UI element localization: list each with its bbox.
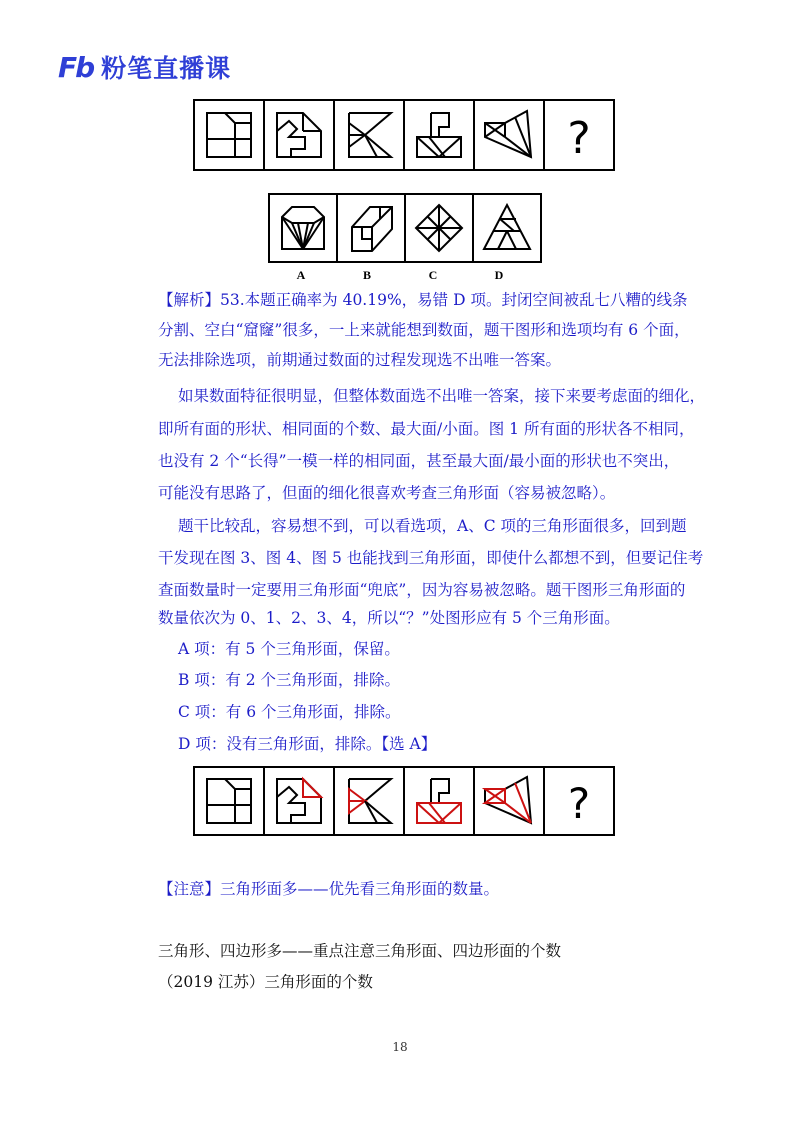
question-figure-1 — [193, 99, 265, 171]
question-figure-row — [193, 99, 615, 171]
brand-logo — [58, 50, 231, 84]
option-a-verdict: A 项：有 5 个三角形面，保留。 — [178, 640, 400, 658]
question-mark: ? — [567, 113, 591, 164]
note-line: 【注意】三角形面多——优先看三角形面的数量。 — [158, 880, 500, 898]
analysis-line: 无法排除选项，前期通过数面的过程发现选不出唯一答案。 — [158, 351, 562, 369]
highlighted-figure-row — [193, 766, 615, 836]
highlighted-figure-2 — [263, 766, 335, 836]
question-figure-5 — [473, 99, 545, 171]
section-heading: 三角形、四边形多——重点注意三角形面、四边形面的个数 — [158, 942, 562, 960]
option-figure-d[interactable] — [472, 193, 542, 263]
option-c-verdict: C 项：有 6 个三角形面，排除。 — [178, 703, 401, 721]
highlighted-figure-1 — [193, 766, 265, 836]
option-figure-c[interactable] — [404, 193, 474, 263]
analysis-line: 数量依次为 0、1、2、3、4，所以“？”处图形应有 5 个三角形面。 — [158, 609, 620, 627]
option-label-b: B — [362, 268, 371, 282]
question-source: （2019 江苏）三角形面的个数 — [158, 973, 373, 991]
analysis-line: 可能没有思路了，但面的细化很喜欢考查三角形面（容易被忽略）。 — [158, 484, 616, 502]
analysis-line: 查面数量时一定要用三角形面“兜底”，因为容易被忽略。题干图形三角形面的 — [158, 581, 686, 599]
highlighted-figure-5 — [473, 766, 545, 836]
highlighted-figure-4 — [403, 766, 475, 836]
question-figure-3 — [333, 99, 405, 171]
options-figure-row — [268, 193, 542, 263]
brand-name: 粉笔直播课 — [101, 54, 232, 83]
analysis-line: 题干比较乱，容易想不到，可以看选项，A、C 项的三角形面很多，回到题 — [178, 517, 687, 535]
analysis-line: 分割、空白“窟窿”很多，一上来就能想到数面，题干图形和选项均有 6 个面， — [158, 321, 690, 339]
option-figure-b[interactable] — [336, 193, 406, 263]
question-figure-4 — [403, 99, 475, 171]
highlighted-figure-unknown — [543, 766, 615, 836]
option-b-verdict: B 项：有 2 个三角形面，排除。 — [178, 671, 401, 689]
option-figure-a[interactable] — [268, 193, 338, 263]
brand-mark: Fb — [58, 50, 94, 84]
question-mark: ? — [567, 779, 591, 828]
analysis-line: 如果数面特征很明显，但整体数面选不出唯一答案，接下来要考虑面的细化， — [178, 387, 706, 405]
option-label-c: C — [428, 268, 438, 282]
analysis-line: 干发现在图 3、图 4、图 5 也能找到三角形面，即使什么都想不到，但要记住考 — [158, 549, 704, 567]
question-figure-2 — [263, 99, 335, 171]
analysis-line: 也没有 2 个“长得”一模一样的相同面，甚至最大面/最小面的形状也不突出， — [158, 452, 680, 470]
analysis-line: 【解析】53.本题正确率为 40.19%，易错 D 项。封闭空间被乱七八糟的线条 — [158, 291, 688, 309]
question-figure-unknown — [543, 99, 615, 171]
option-labels — [268, 268, 543, 283]
option-label-d: D — [494, 268, 504, 282]
analysis-line: 即所有面的形状、相同面的个数、最大面/小面。图 1 所有面的形状各不相同， — [158, 420, 695, 438]
highlighted-figure-3 — [333, 766, 405, 836]
option-d-verdict: D 项：没有三角形面，排除。【选 A】 — [178, 735, 437, 753]
page-number: 18 — [392, 1040, 408, 1054]
option-label-a: A — [296, 268, 306, 282]
